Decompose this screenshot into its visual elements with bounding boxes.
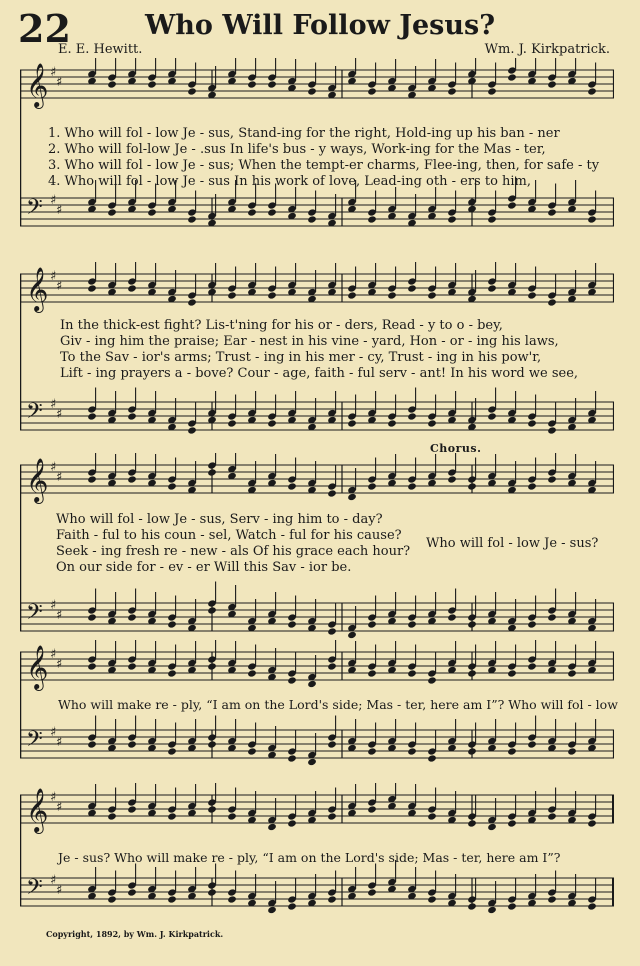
bass-clef-icon: 𝄢 xyxy=(26,875,43,905)
note-head-icon xyxy=(507,747,517,755)
note-head-icon xyxy=(427,291,437,299)
note-head-icon xyxy=(307,87,317,95)
sharp-icon: ♯ xyxy=(50,790,57,805)
lyric-line: On our side for - ev - er Will this Sav - ior be. xyxy=(56,560,352,575)
sharp-icon: ♯ xyxy=(50,397,57,412)
note-head-icon xyxy=(147,80,157,88)
note-head-icon xyxy=(487,823,497,831)
note-head-icon xyxy=(127,412,137,420)
note-head-icon xyxy=(187,298,197,306)
note-head-icon xyxy=(487,215,497,223)
note-head-icon xyxy=(227,895,237,903)
note-head-icon xyxy=(327,662,337,670)
note-head-icon xyxy=(407,412,417,420)
note-head-icon xyxy=(327,627,337,635)
bass-clef-icon: 𝄢 xyxy=(26,600,43,630)
note-head-icon xyxy=(427,419,437,427)
treble-clef-icon: 𝄞 xyxy=(26,645,49,689)
note-head-icon xyxy=(87,740,97,748)
note-head-icon xyxy=(547,895,557,903)
note-head-icon xyxy=(587,215,597,223)
note-head-icon xyxy=(567,669,577,677)
note-head-icon xyxy=(507,819,517,827)
note-head-icon xyxy=(167,482,177,490)
note-head-icon xyxy=(487,284,497,292)
note-head-icon xyxy=(507,902,517,910)
note-head-icon xyxy=(287,620,297,628)
note-head-icon xyxy=(247,208,257,216)
note-head-icon xyxy=(547,208,557,216)
note-head-icon xyxy=(447,613,457,621)
note-head-icon xyxy=(227,812,237,820)
bass-clef-icon: 𝄢 xyxy=(26,399,43,429)
note-head-icon xyxy=(447,87,457,95)
lyric-line: Faith - ful to his coun - sel, Watch - ful for his cause? xyxy=(56,528,402,543)
note-head-icon xyxy=(407,669,417,677)
note-head-icon xyxy=(307,215,317,223)
note-head-icon xyxy=(367,805,377,813)
note-head-icon xyxy=(527,482,537,490)
sharp-icon: ♯ xyxy=(50,460,57,475)
note-head-icon xyxy=(227,419,237,427)
sharp-icon: ♯ xyxy=(56,75,63,90)
note-head-icon xyxy=(127,662,137,670)
note-head-icon xyxy=(267,906,277,914)
sharp-icon: ♯ xyxy=(50,725,57,740)
note-head-icon xyxy=(127,284,137,292)
note-head-icon xyxy=(167,620,177,628)
sharp-icon: ♯ xyxy=(50,647,57,662)
bass-clef-icon: 𝄢 xyxy=(26,727,43,757)
note-head-icon xyxy=(167,669,177,677)
hymn-number: 22 xyxy=(18,6,71,51)
note-head-icon xyxy=(87,475,97,483)
note-head-icon xyxy=(127,888,137,896)
note-head-icon xyxy=(227,291,237,299)
note-head-icon xyxy=(347,291,357,299)
note-head-icon xyxy=(347,493,357,501)
note-head-icon xyxy=(507,73,517,81)
sharp-icon: ♯ xyxy=(56,608,63,623)
composer: Wm. J. Kirkpatrick. xyxy=(484,42,610,57)
sharp-icon: ♯ xyxy=(56,470,63,485)
sharp-icon: ♯ xyxy=(56,657,63,672)
sharp-icon: ♯ xyxy=(56,203,63,218)
note-head-icon xyxy=(287,482,297,490)
note-head-icon xyxy=(387,291,397,299)
lyric-line: Je - sus? Who will make re - ply, “I am on the Lord's side; Mas - ter, here am I”? xyxy=(58,850,561,865)
treble-clef-icon: 𝄞 xyxy=(26,458,49,502)
note-head-icon xyxy=(487,87,497,95)
note-head-icon xyxy=(547,80,557,88)
lyric-line: To the Sav - ior's arms; Trust - ing in his mer - cy, Trust - ing in his pow'r, xyxy=(60,350,542,365)
note-head-icon xyxy=(447,215,457,223)
lyric-line: Lift - ing prayers a - bove? Cour - age, faith - ful serv - ant! In his word we see, xyxy=(60,366,579,381)
sharp-icon: ♯ xyxy=(56,883,63,898)
lyricist: E. E. Hewitt. xyxy=(58,42,143,57)
note-head-icon xyxy=(127,740,137,748)
note-head-icon xyxy=(347,419,357,427)
sharp-icon: ♯ xyxy=(50,65,57,80)
note-head-icon xyxy=(287,676,297,684)
sharp-icon: ♯ xyxy=(56,407,63,422)
note-head-icon xyxy=(267,80,277,88)
note-head-icon xyxy=(407,620,417,628)
note-head-icon xyxy=(127,613,137,621)
lyric-line: 2. Who will fol-low Je - .sus In life's bus - y ways, Work-ing for the Mas - ter, xyxy=(48,142,546,157)
note-head-icon xyxy=(247,669,257,677)
lyric-line: Who will make re - ply, “I am on the Lord's side; Mas - ter, here am I”? Who will fol - low xyxy=(58,697,618,712)
lyric-line: 3. Who will fol - low Je - sus; When the tempt-er charms, Flee-ing, then, for safe - ty xyxy=(48,158,600,173)
note-head-icon xyxy=(327,812,337,820)
note-head-icon xyxy=(587,819,597,827)
lyric-line: Seek - ing fresh re - new - als Of his grace each hour? xyxy=(56,544,411,559)
chorus-lyric: Who will fol - low Je - sus? xyxy=(426,536,599,551)
note-head-icon xyxy=(507,669,517,677)
note-head-icon xyxy=(527,620,537,628)
note-head-icon xyxy=(267,291,277,299)
note-head-icon xyxy=(367,215,377,223)
note-head-icon xyxy=(547,812,557,820)
note-head-icon xyxy=(107,208,117,216)
note-head-icon xyxy=(287,754,297,762)
note-head-icon xyxy=(487,412,497,420)
sharp-icon: ♯ xyxy=(56,735,63,750)
note-head-icon xyxy=(187,215,197,223)
treble-clef-icon: 𝄞 xyxy=(26,267,49,311)
lyric-line: Giv - ing him the praise; Ear - nest in his vine - yard, Hon - or - ing his laws, xyxy=(60,334,559,349)
note-head-icon xyxy=(367,888,377,896)
note-head-icon xyxy=(307,758,317,766)
note-head-icon xyxy=(347,631,357,639)
note-head-icon xyxy=(87,412,97,420)
sharp-icon: ♯ xyxy=(50,873,57,888)
treble-clef-icon: 𝄞 xyxy=(26,788,49,832)
lyric-line: 1. Who will fol - low Je - sus, Stand-ing for the right, Hold-ing up his ban - ner xyxy=(48,126,560,141)
sharp-icon: ♯ xyxy=(56,800,63,815)
note-head-icon xyxy=(327,740,337,748)
note-head-icon xyxy=(527,291,537,299)
note-head-icon xyxy=(287,819,297,827)
note-head-icon xyxy=(267,823,277,831)
note-head-icon xyxy=(327,489,337,497)
hymn-title: Who Will Follow Jesus? xyxy=(144,10,496,41)
sharp-icon: ♯ xyxy=(50,269,57,284)
bass-clef-icon: 𝄢 xyxy=(26,195,43,225)
note-head-icon xyxy=(167,895,177,903)
note-head-icon xyxy=(247,747,257,755)
note-head-icon xyxy=(527,419,537,427)
note-head-icon xyxy=(267,419,277,427)
note-head-icon xyxy=(167,812,177,820)
sharp-icon: ♯ xyxy=(50,598,57,613)
note-head-icon xyxy=(87,662,97,670)
note-head-icon xyxy=(427,676,437,684)
note-head-icon xyxy=(247,80,257,88)
note-head-icon xyxy=(527,662,537,670)
note-head-icon xyxy=(367,620,377,628)
note-head-icon xyxy=(547,298,557,306)
note-head-icon xyxy=(367,482,377,490)
note-head-icon xyxy=(367,87,377,95)
note-head-icon xyxy=(87,613,97,621)
note-head-icon xyxy=(367,747,377,755)
lyric-line: In the thick-est fight? Lis-t'ning for his or - ders, Read - y to o - bey, xyxy=(60,318,503,333)
lyric-line: 4. Who will fol - low Je - sus In his work of love, Lead-ing oth - ers to him, xyxy=(48,174,532,189)
note-head-icon xyxy=(407,482,417,490)
note-head-icon xyxy=(427,895,437,903)
note-head-icon xyxy=(547,426,557,434)
note-head-icon xyxy=(287,902,297,910)
sharp-icon: ♯ xyxy=(56,279,63,294)
note-head-icon xyxy=(407,747,417,755)
lyric-line: Who will fol - low Je - sus, Serv - ing him to - day? xyxy=(56,512,383,527)
note-head-icon xyxy=(187,87,197,95)
note-head-icon xyxy=(367,669,377,677)
note-head-icon xyxy=(187,426,197,434)
chorus-label: Chorus. xyxy=(430,442,482,455)
sharp-icon: ♯ xyxy=(50,193,57,208)
note-head-icon xyxy=(127,475,137,483)
note-head-icon xyxy=(147,208,157,216)
note-head-icon xyxy=(127,805,137,813)
note-head-icon xyxy=(547,613,557,621)
note-head-icon xyxy=(567,747,577,755)
note-head-icon xyxy=(587,87,597,95)
note-head-icon xyxy=(87,284,97,292)
copyright-notice: Copyright, 1892, by Wm. J. Kirkpatrick. xyxy=(46,929,224,939)
note-head-icon xyxy=(387,419,397,427)
note-head-icon xyxy=(327,895,337,903)
note-head-icon xyxy=(427,754,437,762)
note-head-icon xyxy=(507,201,517,209)
note-head-icon xyxy=(587,902,597,910)
note-head-icon xyxy=(267,208,277,216)
note-head-icon xyxy=(107,812,117,820)
note-head-icon xyxy=(107,895,117,903)
note-head-icon xyxy=(427,812,437,820)
note-head-icon xyxy=(307,680,317,688)
note-head-icon xyxy=(527,740,537,748)
note-head-icon xyxy=(447,475,457,483)
note-head-icon xyxy=(547,475,557,483)
note-head-icon xyxy=(407,284,417,292)
note-head-icon xyxy=(107,80,117,88)
treble-clef-icon: 𝄞 xyxy=(26,63,49,107)
note-head-icon xyxy=(487,906,497,914)
note-head-icon xyxy=(167,747,177,755)
